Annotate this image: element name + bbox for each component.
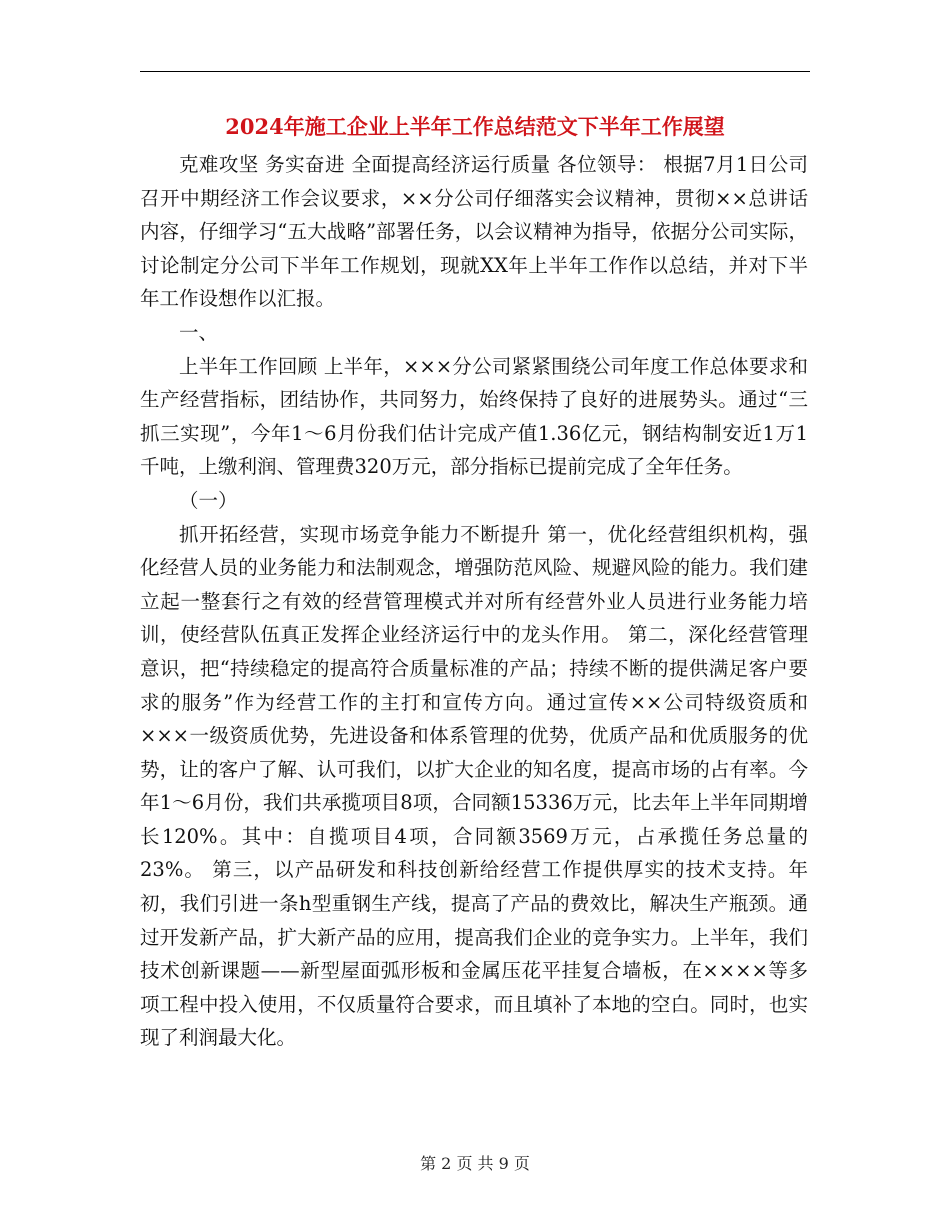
paragraph-intro: 克难攻坚 务实奋进 全面提高经济运行质量 各位领导： 根据7月1日公司召开中期经济工作会议要求，××分公司仔细落实会议精神，贯彻××总讲话内容，仔细学习“五大战略”部署任务，以会议精神为指导，依据分公司实际，讨论制定分公司下半年工作规划，现就XX年上半年工作作以总结，并对下半年工作设想作以汇报。 <box>140 153 808 311</box>
document-body <box>140 148 808 1055</box>
header-rule <box>140 71 810 72</box>
page-number-footer: 第 2 页 共 9 页 <box>420 1154 530 1173</box>
subsection-heading-one: （一） <box>179 488 238 512</box>
document-title: 2024年施工企业上半年工作总结范文下半年工作展望 <box>225 114 725 139</box>
paragraph-review: 上半年工作回顾 上半年，×××分公司紧紧围绕公司年度工作总体要求和生产经营指标，团结协作，共同努力，始终保持了良好的进展势头。通过“三抓三实现”，今年1～6月份我们估计完成产值1.36亿元，钢结构制安近1万1千吨，上缴利润、管理费320万元，部分指标已提前完成了全年任务。 <box>140 354 808 479</box>
paragraph-business: 抓开拓经营，实现市场竞争能力不断提升 第一，优化经营组织机构，强化经营人员的业务能力和法制观念，增强防范风险、规避风险的能力。我们建立起一整套行之有效的经营管理模式并对所有经营外业人员进行业务能力培训，使经营队伍真正发挥企业经济运行中的龙头作用。 第二，深化经营管理意识，把“持续稳定的提高符合质量标准的产品；持续不断的提供满足客户要求的服务”作为经营工作的主打和宣传方向。通过宣传××公司特级资质和×××一级资质优势，先进设备和体系管理的优势，优质产品和优质服务的优势，让的客户了解、认可我们，以扩大企业的知名度，提高市场的占有率。今年1～6月份，我们共承揽项目8项，合同额15336万元，比去年上半年同期增长120%。其中：自揽项目4项，合同额3569万元，占承揽任务总量的23%。 第三，以产品研发和科技创新给经营工作提供厚实的技术支持。年初，我们引进一条h型重钢生产线，提高了产品的费效比，解决生产瓶颈。通过开发新产品，扩大新产品的应用，提高我们企业的竞争实力。上半年，我们技术创新课题——新型屋面弧形板和金属压花平挂复合墙板，在××××等多项工程中投入使用，不仅质量符合要求，而且填补了本地的空白。同时，也实现了利润最大化。 <box>140 522 808 1050</box>
section-heading-one: 一、 <box>179 320 219 344</box>
